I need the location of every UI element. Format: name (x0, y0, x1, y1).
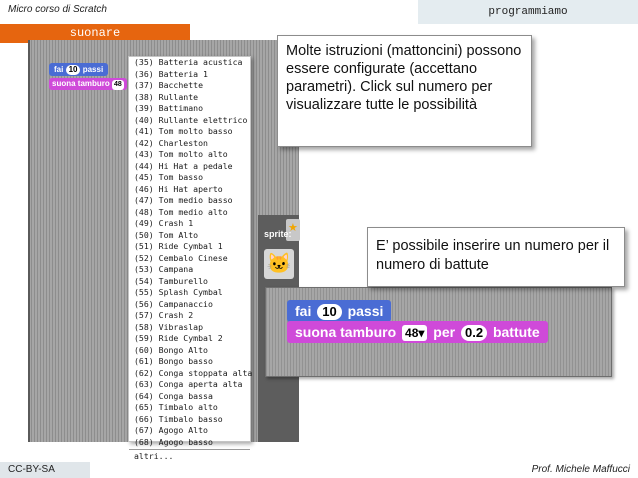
drum-option-item[interactable]: (58) Vibraslap (134, 321, 204, 332)
drum-option-item[interactable]: (47) Tom medio basso (134, 195, 233, 205)
drum-option-item[interactable]: (65) Timbalo alto (134, 402, 218, 412)
drum-dropdown-list (129, 57, 253, 448)
menu-separator (129, 449, 250, 450)
move-steps-input[interactable]: 10 (317, 304, 341, 320)
move-block-prefix: fai (54, 65, 64, 74)
drum-option-item[interactable]: (52) Cembalo Cinese (134, 252, 228, 263)
callout-beats: E’ possibile inserire un numero per il numero di battute (367, 227, 625, 287)
small-drum-block[interactable] (49, 78, 127, 90)
license-badge: CC-BY-SA (0, 462, 90, 478)
drum-option-item[interactable]: (35) Batteria acustica (134, 57, 243, 67)
drum-option-item[interactable]: (38) Rullante (134, 91, 199, 102)
drum-option-item[interactable]: (64) Conga bassa (134, 390, 213, 401)
drum-number-dropdown[interactable] (402, 325, 427, 341)
drum-option-item[interactable]: (63) Conga aperta alta (134, 379, 243, 389)
drum-block-suffix: battute (492, 324, 540, 340)
beats-input[interactable]: 0.2 (461, 325, 487, 341)
drum-option-item[interactable]: (49) Crash 1 (134, 218, 194, 228)
move-block-suffix: passi (82, 65, 104, 74)
drum-option-item[interactable]: (59) Ride Cymbal 2 (134, 333, 223, 343)
move-steps-input[interactable]: 10 (66, 65, 81, 75)
move-block-prefix: fai (295, 303, 312, 319)
drum-option-item[interactable]: (60) Bongo Alto (134, 344, 208, 355)
section-label: programmiamo (418, 0, 638, 24)
drum-option-item[interactable]: (42) Charleston (134, 137, 208, 148)
drum-option-item[interactable]: (54) Tamburello (134, 275, 208, 286)
drum-option-item[interactable]: (62) Conga stoppata alta (134, 367, 253, 378)
drum-option-item[interactable]: (37) Bacchette (134, 80, 204, 90)
author-name: Prof. Michele Maffucci (531, 464, 630, 475)
drum-option-item[interactable]: (45) Tom basso (134, 172, 204, 182)
drum-option-item[interactable]: (57) Crash 2 (134, 310, 194, 320)
star-icon[interactable]: ★ (288, 222, 298, 234)
drum-option-item[interactable]: (43) Tom molto alto (134, 149, 228, 159)
drum-number-value: 48 (405, 326, 419, 340)
chevron-down-icon: ▾ (418, 326, 425, 340)
drum-option-item[interactable]: (36) Batteria 1 (134, 68, 208, 79)
topic-tab: suonare (0, 24, 190, 43)
drum-option-item[interactable]: (51) Ride Cymbal 1 (134, 241, 223, 251)
drum-block-prefix: suona tamburo (52, 79, 110, 88)
big-drum-block[interactable] (287, 321, 548, 343)
big-move-block[interactable] (287, 300, 391, 322)
small-move-block[interactable] (49, 63, 108, 76)
drum-number-dropdown[interactable]: 48 (114, 81, 122, 88)
drum-option-item[interactable]: (41) Tom molto basso (134, 126, 233, 136)
drum-block-prefix: suona tamburo (295, 324, 397, 340)
drum-dropdown-menu[interactable] (128, 56, 253, 461)
callout-parameters: Molte istruzioni (mattoncini) possono essere configurate (accettano parametri). Click sul numero per visualizzare tutte le possibilità (277, 35, 532, 147)
drum-option-item[interactable]: (55) Splash Cymbal (134, 287, 223, 297)
cat-sprite-thumbnail[interactable]: 🐱 (264, 249, 294, 279)
drum-option-item[interactable]: (48) Tom medio alto (134, 206, 228, 217)
drum-more-item[interactable]: altri... (134, 451, 174, 461)
drum-option-item[interactable]: (53) Campana (134, 264, 194, 274)
drum-option-item[interactable]: (67) Agogo Alto (134, 425, 208, 435)
drum-option-item[interactable]: (66) Timbalo basso (134, 413, 223, 424)
drum-option-item[interactable]: (39) Battimano (134, 103, 204, 113)
course-title: Micro corso di Scratch (8, 4, 107, 15)
drum-option-item[interactable]: (56) Campanaccio (134, 298, 213, 309)
drum-option-item[interactable]: (44) Hi Hat a pedale (134, 160, 233, 171)
drum-option-item[interactable]: (46) Hi Hat aperto (134, 183, 223, 194)
drum-option-item[interactable]: (68) Agogo basso (134, 436, 213, 447)
drum-option-item[interactable]: (61) Bongo basso (134, 356, 213, 366)
drum-option-item[interactable]: (40) Rullante elettrico (134, 114, 248, 125)
move-block-suffix: passi (347, 303, 384, 319)
drum-option-item[interactable]: (50) Tom Alto (134, 229, 199, 240)
drum-block-mid: per (433, 324, 456, 340)
script-area-border (28, 40, 30, 442)
sprite-label: sprite: (264, 229, 292, 239)
